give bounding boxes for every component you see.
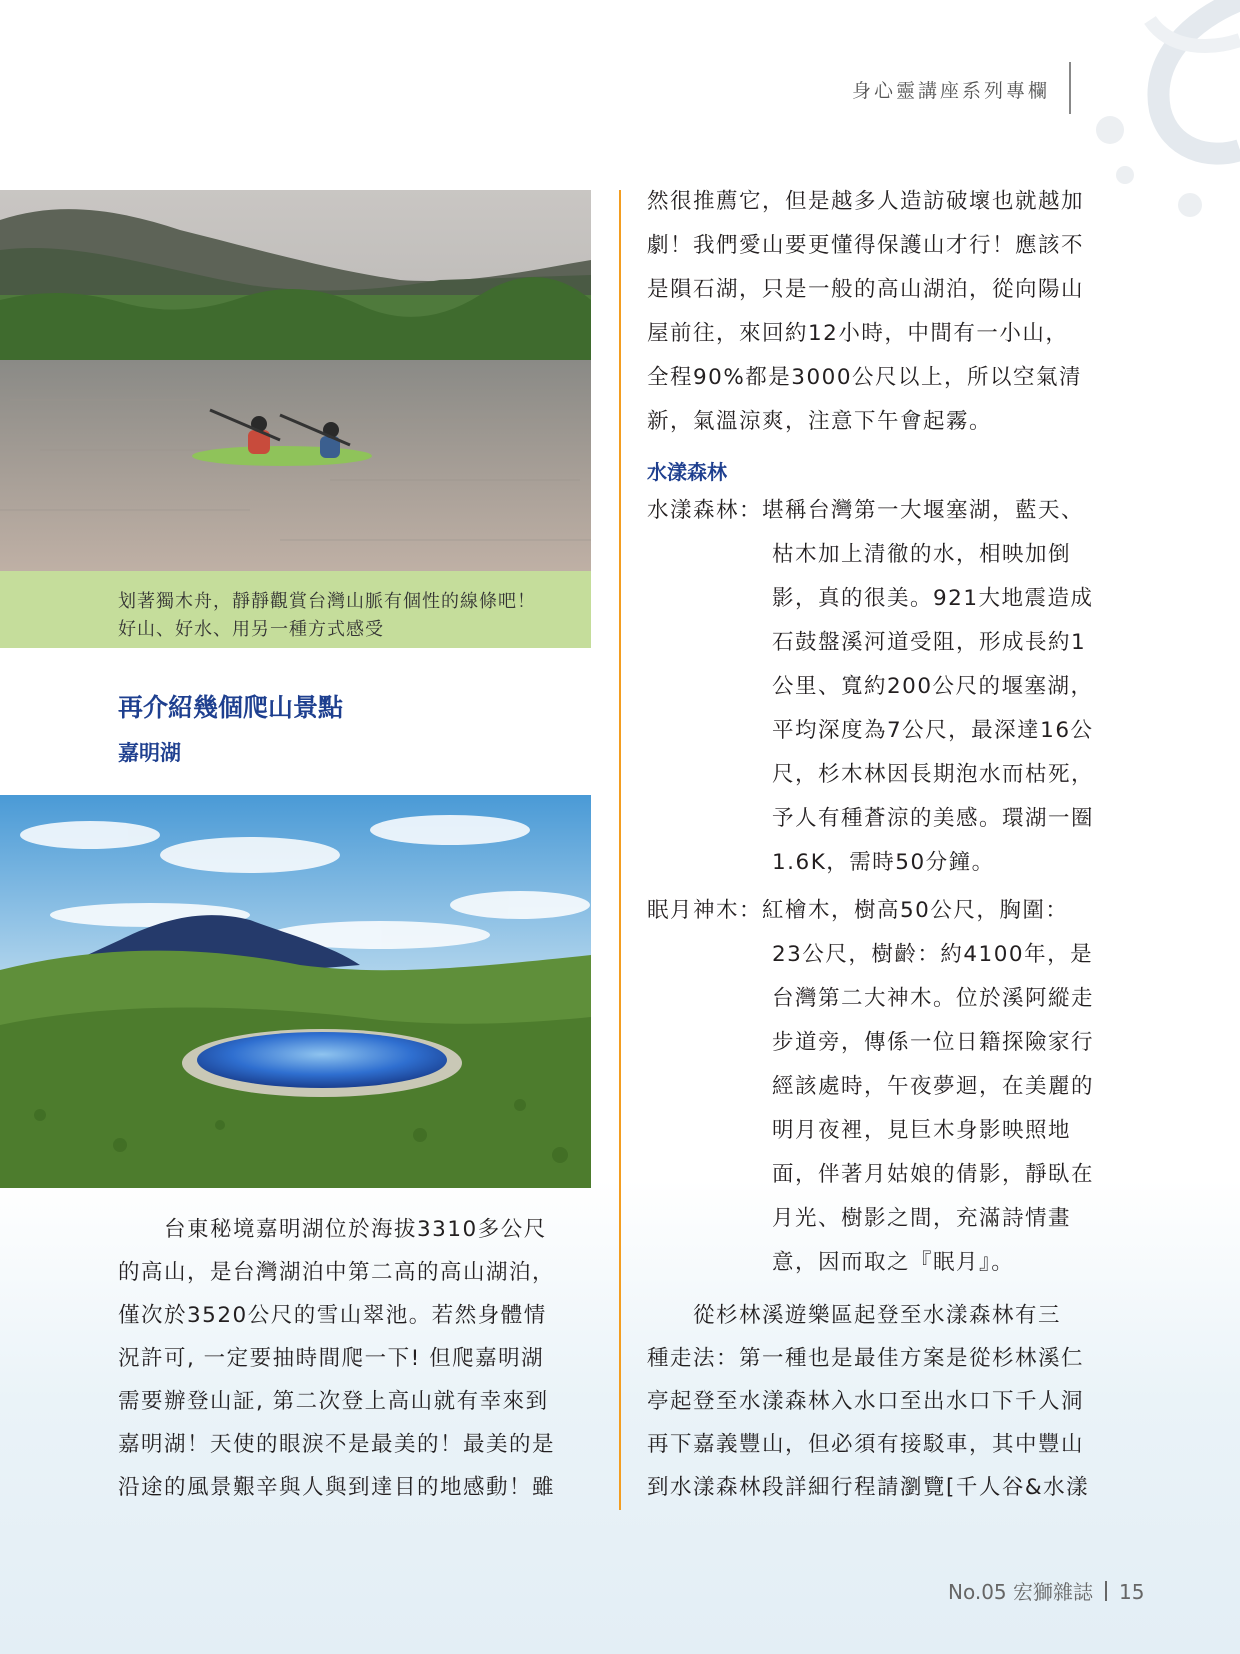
kayak-photo [0,190,591,571]
text-line: 台灣第二大神木。位於溪阿縱走 [772,986,1095,1011]
issue-label: No.05 宏獅雜誌 [948,1580,1094,1604]
text-line: 步道旁，傳係一位日籍探險家行 [772,1030,1095,1055]
text-line: 明月夜裡，見巨木身影映照地 [772,1118,1072,1143]
text-line: 予人有種蒼涼的美感。環湖一圈 [772,806,1095,831]
text-line: 意，因而取之『眠月』。 [772,1250,1015,1275]
text-line: 需要辦登山証, 第二次登上高山就有幸來到 [118,1389,549,1414]
jiaming-lake-title: 嘉明湖 [118,741,181,765]
section-heading: 再介紹幾個爬山景點 [118,693,344,722]
text-line: 全程90%都是3000公尺以上，所以空氣清 [647,365,1083,390]
page-number: 15 [1119,1580,1145,1604]
text-line: 尺，杉木林因長期泡水而枯死， [772,762,1095,787]
caption-line: 好山、好水、用另一種方式感受 [118,619,384,640]
caption-line: 划著獨木舟，靜靜觀賞台灣山脈有個性的線條吧！ [118,591,536,612]
text-line: 枯木加上清徹的水，相映加倒 [772,542,1072,567]
header-divider [1069,62,1071,114]
text-line: 屋前往，來回約12小時，中間有一小山， [647,321,1069,346]
text-line: 從杉林溪遊樂區起登至水漾森林有三 [647,1303,1062,1328]
text-line: 經該處時，午夜夢迴，在美麗的 [772,1074,1095,1099]
column-divider [619,190,621,1510]
photo-caption [0,571,591,648]
text-line: 月光、樹影之間，充滿詩情畫 [772,1206,1072,1231]
text-line: 的高山，是台灣湖泊中第二高的高山湖泊， [118,1260,556,1285]
text-line: 是隕石湖，只是一般的高山湖泊，從向陽山 [647,277,1085,302]
text-line: 眠月神木：紅檜木，樹高50公尺，胸圍： [647,898,1069,923]
text-line: 再下嘉義豐山，但必須有接駁車，其中豐山 [647,1432,1085,1457]
text-line: 水漾森林：堪稱台灣第一大堰塞湖，藍天、 [647,498,1085,523]
text-line: 1.6K，需時50分鐘。 [772,850,995,875]
text-line: 平均深度為7公尺，最深達16公 [772,718,1094,743]
text-line: 況許可, 一定要抽時間爬一下! 但爬嘉明湖 [118,1346,545,1371]
text-line: 沿途的風景艱辛與人與到達目的地感動！雖 [118,1475,556,1500]
text-line: 新，氣溫涼爽，注意下午會起霧。 [647,409,993,434]
text-line: 然很推薦它，但是越多人造訪破壞也就越加 [647,189,1085,214]
text-line: 台東秘境嘉明湖位於海拔3310多公尺 [118,1217,547,1242]
text-line: 亭起登至水漾森林入水口至出水口下千人洞 [647,1389,1085,1414]
jiaming-lake-photo [0,795,591,1188]
shuiyang-forest-title: 水漾森林 [647,460,727,484]
text-line: 種走法：第一種也是最佳方案是從杉林溪仁 [647,1346,1085,1371]
text-line: 影，真的很美。921大地震造成 [772,586,1094,611]
text-line: 23公尺，樹齡：約4100年，是 [772,942,1094,967]
text-line: 嘉明湖！天使的眼淚不是最美的！最美的是 [118,1432,556,1457]
text-line: 到水漾森林段詳細行程請瀏覽[千人谷&水漾 [647,1475,1090,1500]
page-footer [948,1576,1144,1605]
section-label: 身心靈講座系列專欄 [851,80,1050,102]
text-line: 石鼓盤溪河道受阻，形成長約1 [772,630,1087,655]
text-line: 公里、寬約200公尺的堰塞湖， [772,674,1094,699]
text-line: 劇！我們愛山要更懂得保護山才行！應該不 [647,233,1085,258]
text-line: 面，伴著月姑娘的倩影，靜臥在 [772,1162,1095,1187]
text-line: 僅次於3520公尺的雪山翠池。若然身體情 [118,1303,547,1328]
footer-divider [1105,1581,1107,1601]
